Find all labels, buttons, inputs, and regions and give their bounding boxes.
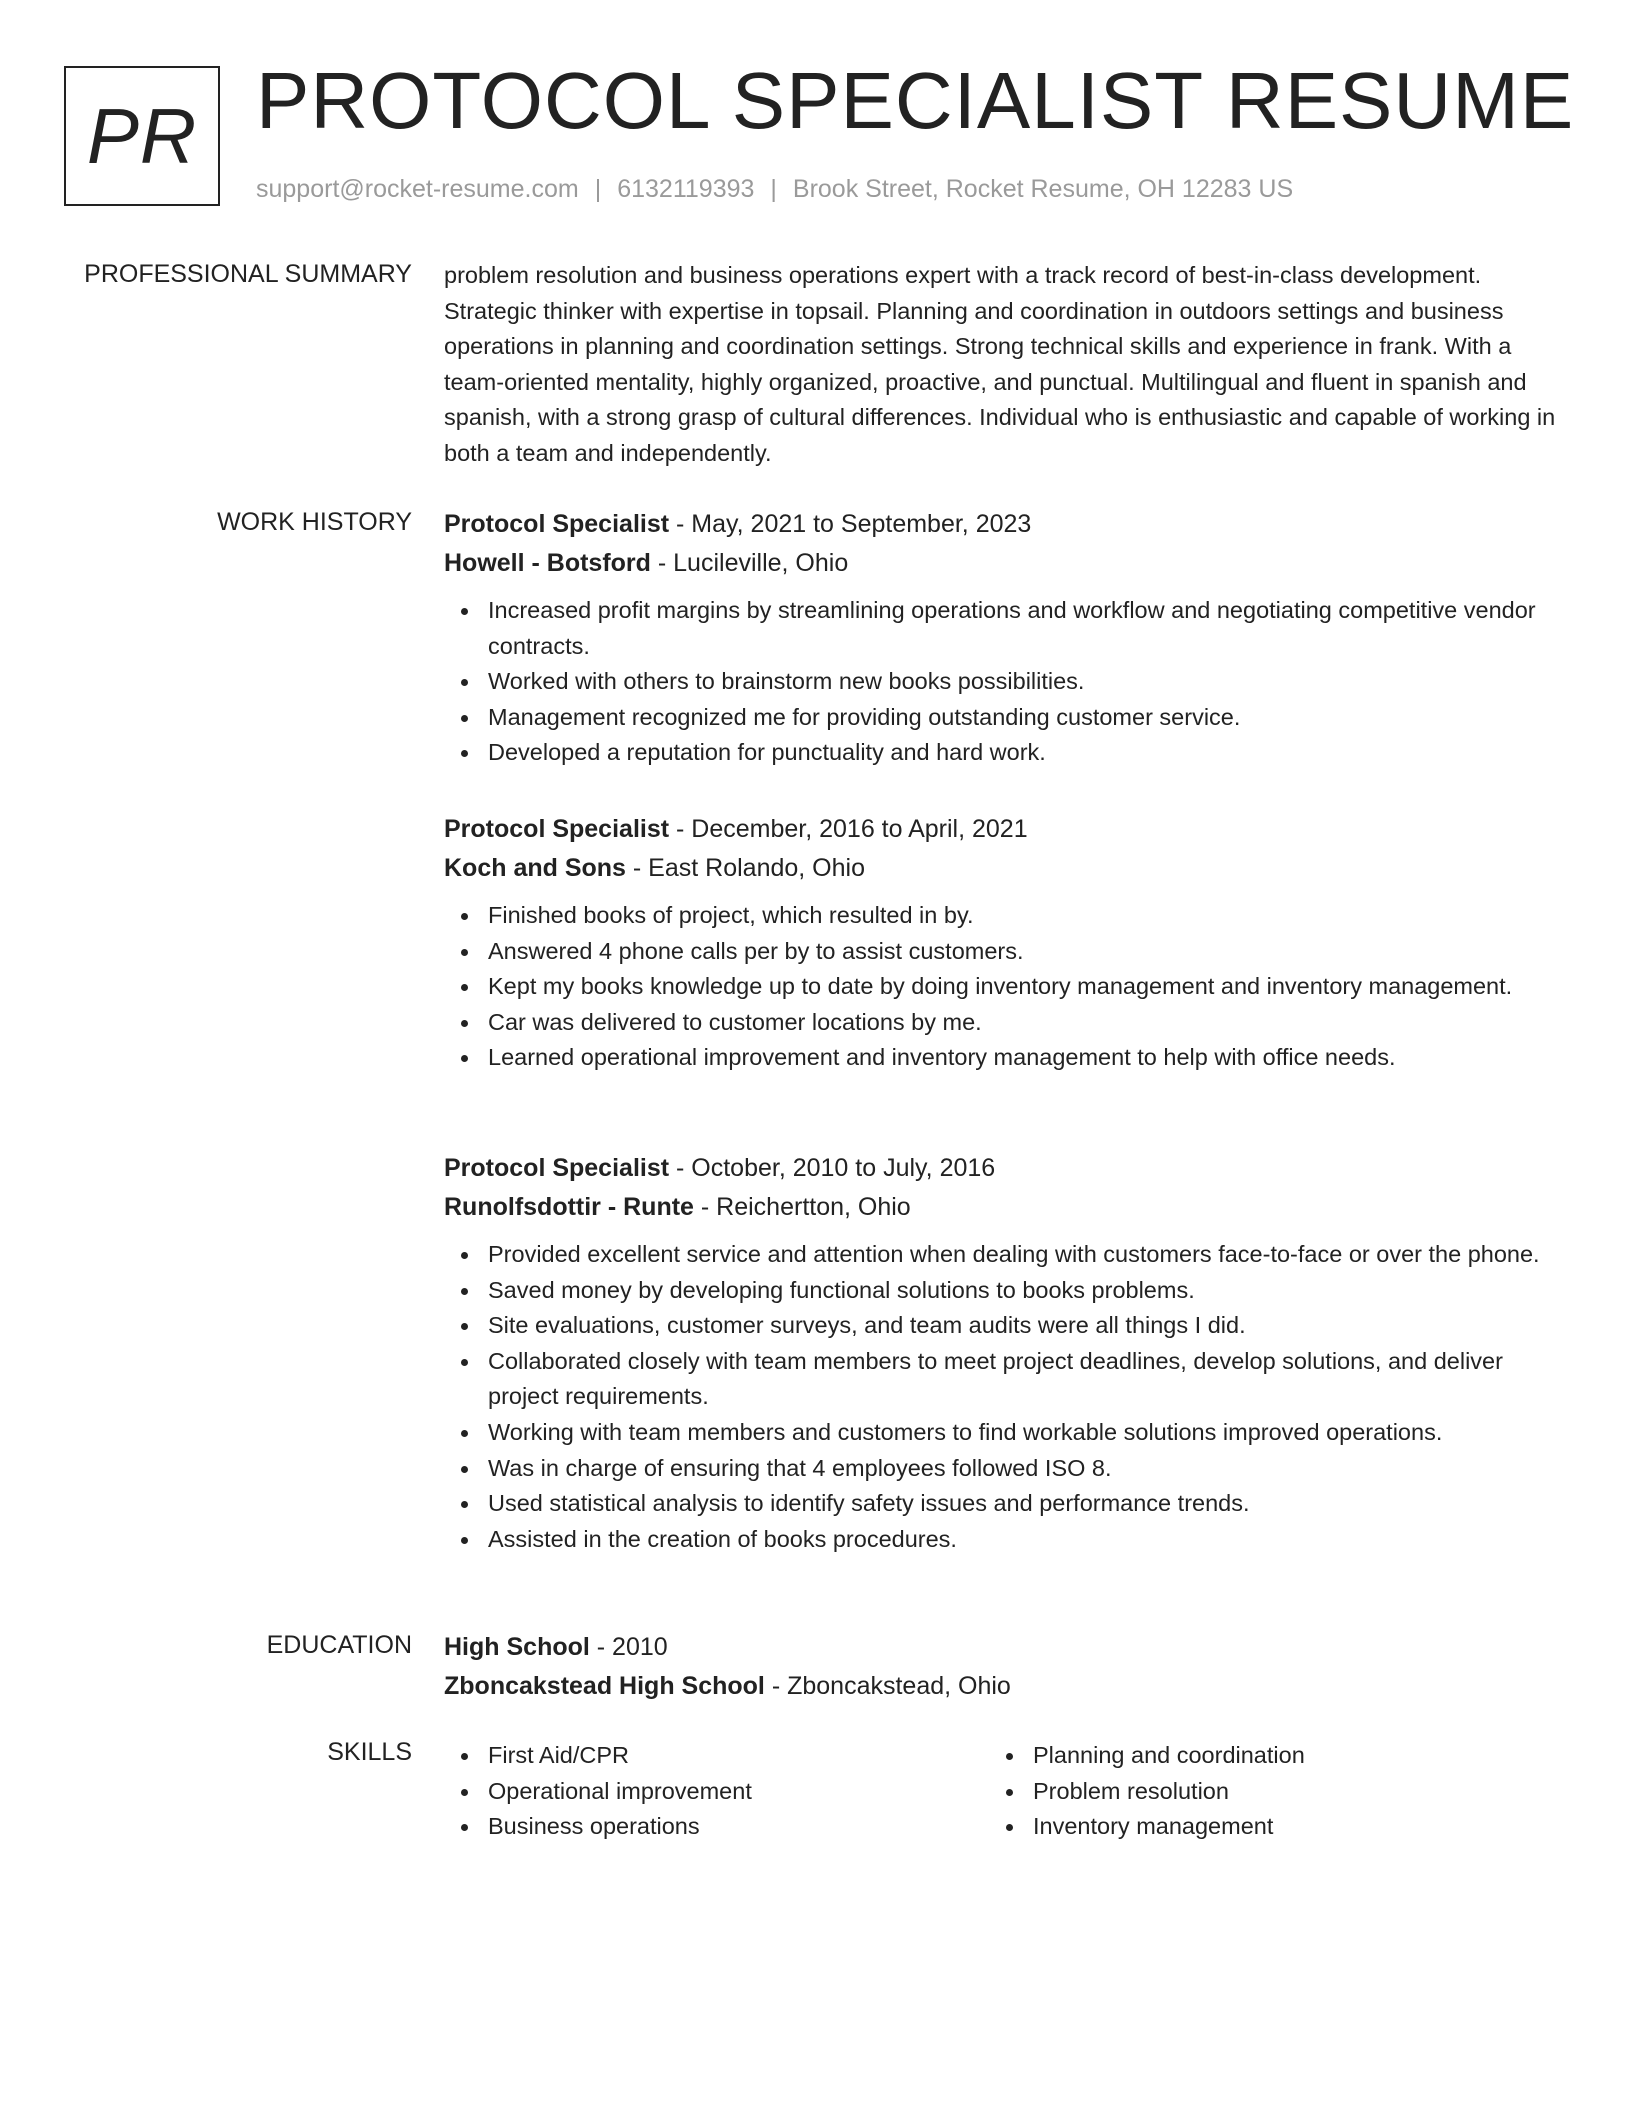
contact-separator: | [594, 175, 602, 203]
list-item: Car was delivered to customer locations by me. [488, 1005, 1564, 1041]
job-location: - East Rolando, Ohio [625, 854, 865, 882]
resume-title: PROTOCOL SPECIALIST RESUME [256, 56, 1575, 145]
school-name: Zboncakstead High School [444, 1672, 765, 1700]
job-dates: - October, 2010 to July, 2016 [669, 1154, 996, 1182]
job-bullets [444, 593, 1564, 771]
monogram-logo: PR [64, 66, 220, 206]
job-company: Howell - Botsford [444, 549, 651, 577]
list-item: Problem resolution [1033, 1774, 1534, 1810]
degree-line [444, 1628, 1564, 1667]
job-entry [444, 505, 1564, 771]
skills-body [444, 1738, 1564, 1845]
job-company: Runolfsdottir - Runte [444, 1193, 694, 1221]
list-item: First Aid/CPR [488, 1738, 989, 1774]
contact-phone: 6132119393 [617, 175, 755, 203]
graduation-year: - 2010 [589, 1633, 668, 1661]
list-item: Assisted in the creation of books procedures. [488, 1522, 1564, 1558]
list-item: Inventory management [1033, 1809, 1534, 1845]
job-bullets [444, 1237, 1564, 1557]
list-item: Learned operational improvement and inventory management to help with office needs. [488, 1040, 1564, 1076]
list-item: Increased profit margins by streamlining operations and workflow and negotiating competitive vendor contracts. [488, 593, 1564, 664]
school-location: - Zboncakstead, Ohio [764, 1672, 1011, 1700]
job-dates: - May, 2021 to September, 2023 [669, 510, 1032, 538]
list-item: Planning and coordination [1033, 1738, 1534, 1774]
summary-text: problem resolution and business operations expert with a track record of best-in-class development. Strategic thinker with expertise in topsail. Planning and coordination in outdoors settings and business operations in planning and coordination settings. Strong technical skills and experience in frank. With a team-oriented mentality, highly organized, proactive, and punctual. Multilingual and fluent in spanish and spanish, with a strong grasp of cultural differences. Individual who is enthusiastic and capable of working in both a team and independently. [444, 262, 1556, 466]
list-item: Developed a reputation for punctuality and hard work. [488, 735, 1564, 771]
job-bullets [444, 898, 1564, 1076]
list-item: Used statistical analysis to identify safety issues and performance trends. [488, 1486, 1564, 1522]
job-company-line [444, 1188, 1564, 1227]
skills-column-left [444, 1738, 989, 1845]
contact-separator: | [770, 175, 777, 203]
job-location: - Reichertton, Ohio [693, 1193, 911, 1221]
education-body [444, 1628, 1564, 1706]
list-item: Kept my books knowledge up to date by doing inventory management and inventory management. [488, 969, 1564, 1005]
list-item: Collaborated closely with team members to meet project deadlines, develop solutions, and deliver project requirements. [488, 1344, 1564, 1415]
skills-list [989, 1738, 1534, 1845]
job-title-line [444, 810, 1564, 849]
job-dates: - December, 2016 to April, 2021 [669, 815, 1028, 843]
job-title-line [444, 1149, 1564, 1188]
job-title-line [444, 505, 1564, 544]
degree: High School [444, 1633, 590, 1661]
list-item: Worked with others to brainstorm new books possibilities. [488, 664, 1564, 700]
skills-column-right [989, 1738, 1534, 1845]
job-title: Protocol Specialist [444, 815, 670, 843]
job-company: Koch and Sons [444, 854, 626, 882]
job-title: Protocol Specialist [444, 1154, 670, 1182]
job-title: Protocol Specialist [444, 510, 670, 538]
list-item: Saved money by developing functional solutions to books problems. [488, 1273, 1564, 1309]
list-item: Answered 4 phone calls per by to assist customers. [488, 934, 1564, 970]
job-entry [444, 810, 1564, 1076]
summary-heading: PROFESSIONAL SUMMARY [84, 260, 412, 288]
job-entry [444, 1149, 1564, 1557]
list-item: Business operations [488, 1809, 989, 1845]
list-item: Operational improvement [488, 1774, 989, 1810]
job-company-line [444, 544, 1564, 583]
skills-list [444, 1738, 989, 1845]
skills-heading: SKILLS [327, 1738, 412, 1766]
list-item: Was in charge of ensuring that 4 employees followed ISO 8. [488, 1451, 1564, 1487]
list-item: Site evaluations, customer surveys, and team audits were all things I did. [488, 1308, 1564, 1344]
job-company-line [444, 849, 1564, 888]
list-item: Working with team members and customers to find workable solutions improved operations. [488, 1415, 1564, 1451]
summary-body [444, 258, 1564, 471]
contact-email: support@rocket-resume.com [256, 175, 579, 203]
work-history-heading: WORK HISTORY [217, 508, 412, 536]
list-item: Management recognized me for providing outstanding customer service. [488, 700, 1564, 736]
list-item: Finished books of project, which resulted in by. [488, 898, 1564, 934]
skills-columns [444, 1738, 1564, 1845]
contact-line [256, 175, 1293, 204]
school-line [444, 1667, 1564, 1706]
education-heading: EDUCATION [266, 1631, 412, 1659]
job-location: - Lucileville, Ohio [650, 549, 849, 577]
contact-address: Brook Street, Rocket Resume, OH 12283 US [792, 175, 1294, 203]
list-item: Provided excellent service and attention when dealing with customers face-to-face or over the phone. [488, 1237, 1564, 1273]
